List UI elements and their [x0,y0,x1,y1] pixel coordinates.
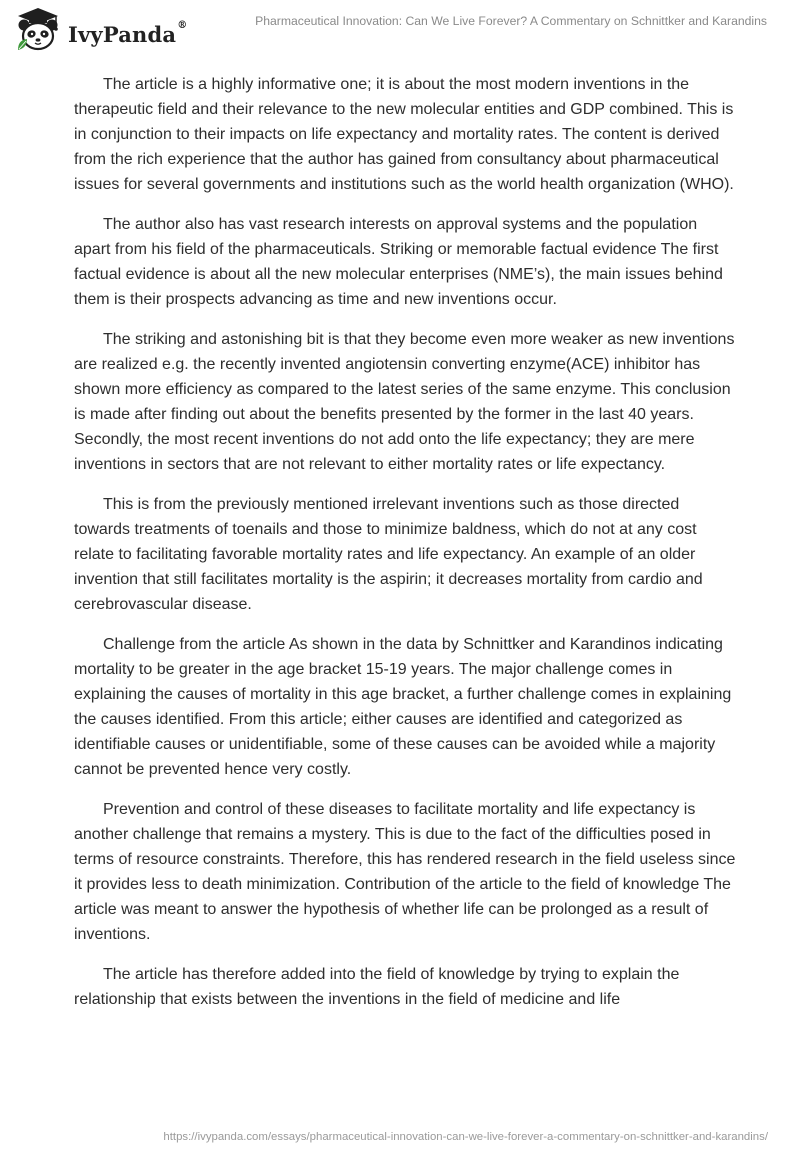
source-url[interactable]: https://ivypanda.com/essays/pharmaceutical-innovation-can-we-live-forever-a-commentary-on-schnittker-and-karandins/ [163,1131,768,1143]
document-title: Pharmaceutical Innovation: Can We Live Forever? A Commentary on Schnittker and Karandins [255,14,767,28]
page-header [0,0,800,62]
paragraph: The article has therefore added into the field of knowledge by trying to explain the relationship that exists between the inventions in the field of medicine and life [74,966,680,1008]
paragraph: The striking and astonishing bit is that they become even more weaker as new inventions are realized e.g. the recently invented angiotensin converting enzyme(ACE) inhibitor has shown more efficiency as compared to the latest series of the same enzyme. This conclusion is made after finding out about the benefits presented by the former in the last 40 years. Secondly, the most recent inventions do not add onto the life expectancy; they are mere inventions in sectors that are not relevant to either mortality rates or life expectancy. [74,331,735,473]
paragraph: Challenge from the article As shown in the data by Schnittker and Karandinos indicating mortality to be greater in the age bracket 15-19 years. The major challenge comes in explaining the causes of mortality in this age bracket, a further challenge comes in explaining the causes identified. From this article; either causes are identified and categorized as identifiable causes or unidentifiable, some of these causes can be avoided while a majority cannot be prevented hence very costly. [74,636,732,778]
paragraph: The article is a highly informative one; it is about the most modern inventions in the therapeutic field and their relevance to the new molecular entities and GDP combined. This is in conjunction to their impacts on life expectancy and mortality rates. The content is derived from the rich experience that the author has gained from consultancy about pharmaceutical issues for several governments and institutions such as the world health organization (WHO). [74,76,734,193]
paragraph: The author also has vast research interests on approval systems and the population apart from his field of the pharmaceuticals. Striking or memorable factual evidence The first factual evidence is about all the new molecular enterprises (NME’s), the main issues behind them is their prospects advancing as time and new inventions occur. [74,216,723,308]
brand-logo[interactable] [12,6,187,56]
registered-mark: ® [177,19,188,31]
paragraph: Prevention and control of these diseases to facilitate mortality and life expectancy is another challenge that remains a mystery. This is due to the fact of the difficulties posed in terms of resource constraints. Therefore, this has rendered research in the field useless since it provides less to death minimization. Contribution of the article to the field of knowledge The article was meant to answer the hypothesis of whether life can be prolonged as a result of inventions. [74,801,736,943]
panda-graduate-icon [12,6,64,56]
paragraph: This is from the previously mentioned irrelevant inventions such as those directed towards treatments of toenails and those to minimize baldness, which do not at any cost relate to facilitating favorable mortality rates and life expectancy. An example of an older invention that still facilitates mortality is the aspirin; it decreases mortality from cardio and cerebrovascular disease. [74,496,703,613]
brand-name: IvyPanda® [68,19,188,47]
essay-body [74,72,738,1027]
